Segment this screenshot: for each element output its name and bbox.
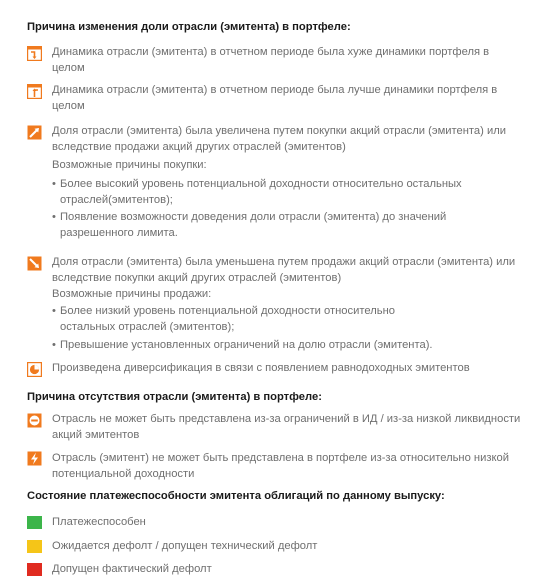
buy-reason-bullet-1: • Более высокий уровень потенциальной доходности относительно остальных отраслей(эмитентов);	[52, 177, 502, 208]
status-default-expected-swatch	[27, 540, 42, 553]
section2-item-1: Отрасль не может быть представлена из-за ограничений в ИД / из-за низкой ликвидности акций эмитентов	[52, 413, 521, 441]
buy-reason-text-2: Появление возможности доведения доли отрасли (эмитента) до значений разрешенного лимита.	[60, 211, 447, 239]
section1-item-1: Динамика отрасли (эмитента) в отчетном периоде была хуже динамики портфеля в целом	[52, 46, 490, 74]
share-increased-icon	[27, 125, 42, 140]
status-solvent-label: Платежеспособен	[52, 516, 146, 528]
status-actual-default-label: Допущен фактический дефолт	[52, 563, 212, 575]
low-yield-icon	[27, 451, 42, 466]
restriction-icon	[27, 413, 42, 428]
sell-reason-text-1: Более низкий уровень потенциальной доходности относительно остальных отраслей (эмитентов);	[60, 305, 395, 333]
status-actual-default-swatch	[27, 563, 42, 576]
status-solvent-swatch	[27, 516, 42, 529]
section1-item-2: Динамика отрасли (эмитента) в отчетном периоде была лучше динамики портфеля в целом	[52, 84, 498, 112]
buy-reason-bullet-2: • Появление возможности доведения доли отрасли (эмитента) до значений разрешенного лимита.	[52, 210, 502, 241]
diversification-icon	[27, 362, 42, 377]
section1-item-5: Произведена диверсификация в связи с появлением равнодоходных эмитентов	[52, 362, 470, 374]
buy-reason-text-1: Более высокий уровень потенциальной доходности относительно остальных отраслей(эмитентов);	[60, 178, 462, 206]
dynamics-better-icon	[27, 84, 42, 99]
sell-reason-bullet-1: • Более низкий уровень потенциальной доходности относительно остальных отраслей (эмитентов);	[52, 304, 502, 335]
buy-reasons-title: Возможные причины покупки:	[52, 159, 207, 171]
sell-reasons-title: Возможные причины продажи:	[52, 288, 212, 300]
status-default-expected-label: Ожидается дефолт / допущен технический дефолт	[52, 540, 318, 552]
dynamics-worse-icon	[27, 46, 42, 61]
sell-reason-text-2: Превышение установленных ограничений на долю отрасли (эмитента).	[60, 339, 433, 351]
section2-title: Причина отсутствия отрасли (эмитента) в портфеле:	[27, 391, 322, 403]
section3-title: Состояние платежеспособности эмитента облигаций по данному выпуску:	[27, 490, 445, 502]
section2-item-2: Отрасль (эмитент) не может быть представлена в портфеле из-за относительно низкой потенциальной доходности	[52, 452, 509, 480]
section1-title: Причина изменения доли отрасли (эмитента) в портфеле:	[27, 21, 351, 33]
sell-reason-bullet-2: • Превышение установленных ограничений на долю отрасли (эмитента).	[52, 338, 502, 354]
section1-item-4: Доля отрасли (эмитента) была уменьшена путем продажи акций отрасли (эмитента) или вследствие покупки акций других отраслей (эмитентов)	[52, 256, 516, 284]
section1-item-3: Доля отрасли (эмитента) была увеличена путем покупки акций отрасли (эмитента) или вследствие продажи акций других отраслей (эмитентов)	[52, 125, 507, 153]
share-decreased-icon	[27, 256, 42, 271]
